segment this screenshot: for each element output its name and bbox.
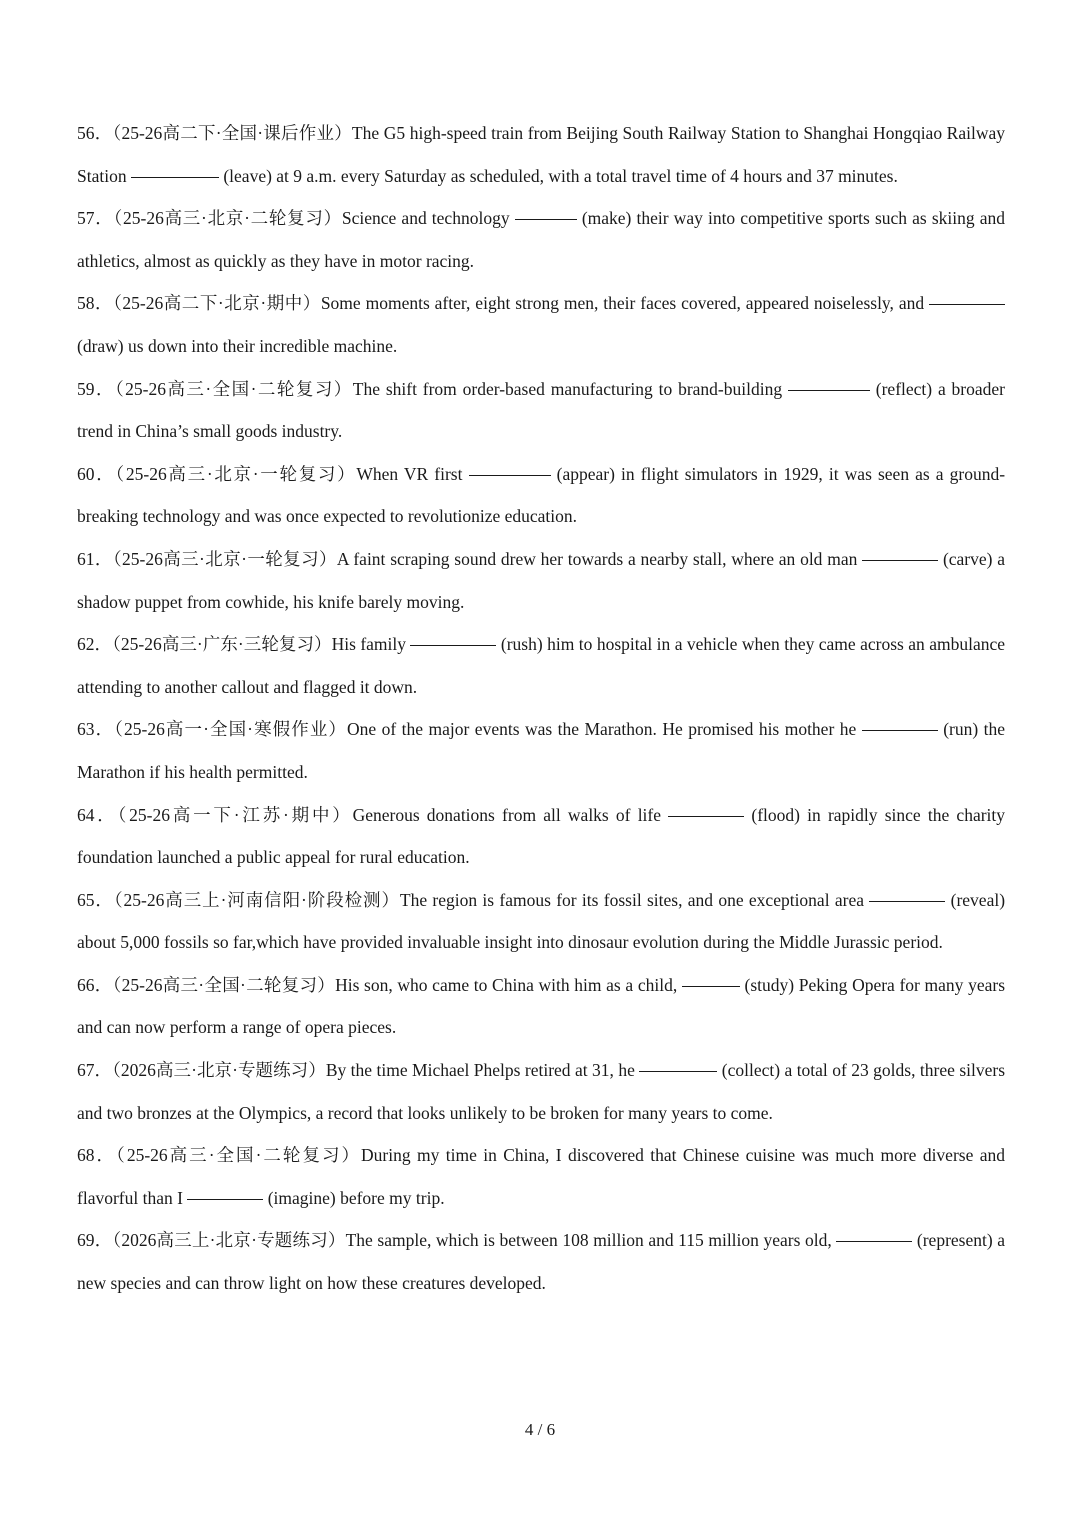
question-text-after: (imagine) before my trip. [267,1187,445,1208]
question-text-after: (flood) in rapidly since the charity foundation launched a public appeal for rural education. [77,804,1006,868]
question-number: 59． [77,378,115,399]
question-text-after: (leave) at 9 a.m. every Saturday as scheduled, with a total travel time of 4 hours and 37 minutes. [223,165,898,186]
question-text-before: His son, who came to China with him as a child, [335,974,678,995]
question-source: （25-26高三上·河南信阳·阶段检测） [113,889,400,910]
answer-blank[interactable] [682,985,740,987]
question-text-after: (represent) a new species and can throw light on how these creatures developed. [77,1230,1006,1294]
question-text-before: Generous donations from all walks of life [352,804,662,825]
question-text-after: (reflect) a broader trend in China’s small goods industry. [77,378,1005,442]
question-item [77,538,1005,623]
answer-blank[interactable] [131,176,219,178]
answer-blank[interactable] [862,559,938,561]
question-number: 66． [77,974,113,995]
question-item [77,282,1005,367]
question-source: （2026高三上·北京·专题练习） [112,1230,346,1251]
question-source: （25-26高三·北京·二轮复习） [113,208,342,229]
question-source: （25-26高二下·全国·课后作业） [112,123,352,143]
question-text-before: By the time Michael Phelps retired at 31, he [325,1060,635,1081]
question-item [77,1049,1005,1134]
answer-blank[interactable] [410,644,496,646]
answer-blank[interactable] [862,729,938,731]
question-source: （25-26高三·北京·一轮复习） [112,548,337,569]
question-source: （25-26高二下·北京·期中） [113,293,321,314]
question-number: 65． [77,889,114,910]
question-text-before: During my time in China, I discovered that Chinese cuisine was much more diverse and flavorful than I [77,1145,1006,1208]
question-text-after: (collect) a total of 23 golds, three silvers and two bronzes at the Olympics, a record that looks unlikely to be broken for many years to come. [77,1060,1006,1123]
question-text-before: His family [331,634,407,655]
question-number: 68． [77,1145,117,1166]
question-source: （25-26高三·全国·二轮复习） [116,1145,362,1166]
question-number: 69． [77,1230,113,1251]
question-source: （2026高三·北京·专题练习） [112,1060,326,1081]
question-text-after: (appear) in flight simulators in 1929, it was seen as a ground-breaking technology and was once expected to revolutionize education. [77,463,1006,527]
question-source: （25-26高三·北京·一轮复习） [115,463,357,484]
answer-blank[interactable] [515,218,577,220]
answer-blank[interactable] [639,1070,717,1072]
question-source: （25-26高一·全国·寒假作业） [114,719,348,740]
answer-blank[interactable] [668,815,744,817]
question-text-before: One of the major events was the Marathon. He promised his mother he [347,719,857,740]
worksheet-page [77,112,1005,1305]
question-number: 56． [77,123,113,143]
question-item [77,879,1005,964]
question-source: （25-26高一下·江苏·期中） [117,804,353,825]
question-text-after: (run) the Marathon if his health permitted. [77,719,1006,782]
answer-blank[interactable] [836,1240,912,1242]
question-source: （25-26高三·全国·二轮复习） [114,378,353,399]
question-number: 60． [77,463,116,484]
answer-blank[interactable] [788,389,870,391]
question-item [77,453,1005,538]
question-number: 67． [77,1060,113,1081]
question-text-after: (study) Peking Opera for many years and can now perform a range of opera pieces. [77,974,1006,1038]
question-text-after: (draw) us down into their incredible machine. [77,335,398,356]
question-number: 57． [77,208,114,229]
answer-blank[interactable] [469,474,551,476]
question-text-after: (make) their way into competitive sports such as skiing and athletics, almost as quickly as they have in motor racing. [77,208,1006,271]
answer-blank[interactable] [869,900,945,902]
question-text-before: Science and technology [341,208,510,229]
question-source: （25-26高三·全国·二轮复习） [112,974,336,995]
question-source: （25-26高三·广东·三轮复习） [112,634,332,655]
question-number: 61． [77,548,113,569]
question-item [77,197,1005,282]
question-item [77,112,1005,197]
page-number: 4 / 6 [524,1420,556,1439]
question-item [77,368,1005,453]
answer-blank[interactable] [187,1198,263,1200]
question-text-before: Some moments after, eight strong men, their faces covered, appeared noiselessly, and [320,293,925,314]
question-text-before: The region is famous for its fossil sites, and one exceptional area [399,889,864,910]
question-item [77,1134,1005,1219]
question-number: 62． [77,634,113,655]
question-item [77,708,1005,793]
question-number: 64． [77,804,118,825]
question-number: 58． [77,293,114,314]
question-text-after: (carve) a shadow puppet from cowhide, his knife barely moving. [77,548,1006,612]
question-text-before: A faint scraping sound drew her towards a nearby stall, where an old man [336,548,858,569]
question-item [77,964,1005,1049]
question-text-after: (reveal) about 5,000 fossils so far,which have provided invaluable insight into dinosaur evolution during the Middle Jurassic period. [77,889,1006,953]
question-item [77,623,1005,708]
question-text-before: The shift from order-based manufacturing to brand-building [352,378,783,399]
question-text-after: (rush) him to hospital in a vehicle when they came across an ambulance attending to another callout and flagged it down. [77,634,1006,697]
question-item [77,794,1005,879]
question-number: 63． [77,719,115,740]
question-text-before: The sample, which is between 108 million and 115 million years old, [345,1230,832,1251]
answer-blank[interactable] [929,303,1005,305]
question-item [77,1219,1005,1304]
question-text-before: The G5 high-speed train from Beijing South Railway Station to Shanghai Hongqiao Railway Station [77,123,1006,186]
question-text-before: When VR first [356,463,463,484]
